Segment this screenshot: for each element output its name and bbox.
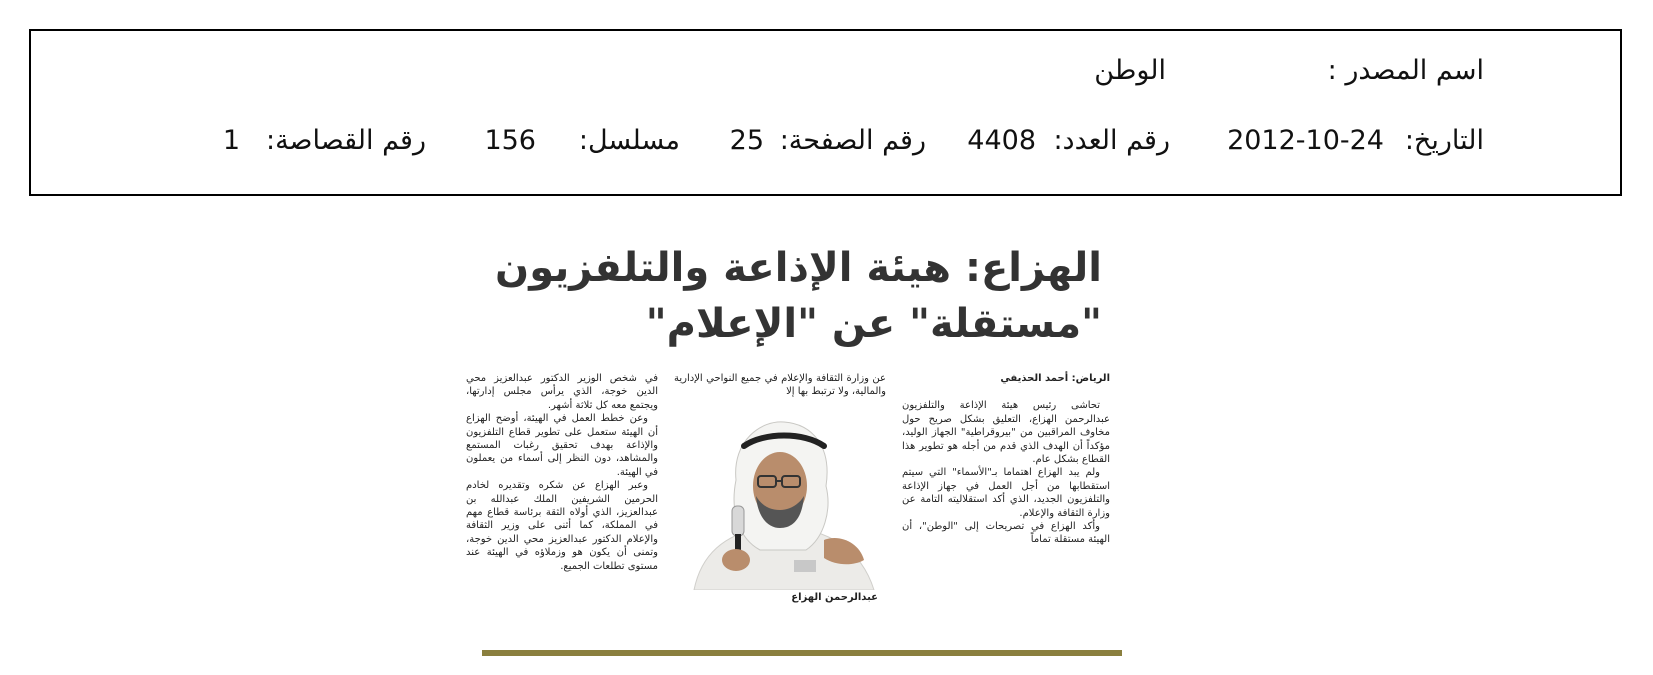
serial-value: 156: [484, 125, 536, 156]
date-value: 2012-10-24: [1227, 125, 1384, 156]
article-column-left: [466, 372, 658, 573]
portrait-photo: [674, 410, 884, 590]
source-label: اسم المصدر :: [1327, 55, 1484, 86]
clip-number-value: 1: [222, 125, 240, 156]
date-label: التاريخ:: [1404, 125, 1484, 156]
page-value: 25: [729, 125, 764, 156]
paragraph: وعن خطط العمل في الهيئة، أوضح الهزاع أن الهيئة ستعمل على تطوير قطاع التلفزيون والإذاعة بهدف تحقيق رغبات المستمع والمشاهد، دون النظر إلى أسماء من يعملون في الهيئة.: [466, 413, 658, 478]
paragraph: وعبر الهزاع عن شكره وتقديره لخادم الحرمين الشريفين الملك عبدالله بن عبدالعزيز، الذي أولاه الثقة برئاسة قطاع مهم في المملكة، كما أثنى على وزير الثقافة والإعلام الدكتور عبدالعزيز محي الدين خوجة، وتمنى أن يكون هو وزملاؤه في الهيئة عند مستوى تطلعات الجميع.: [466, 480, 658, 572]
issue-value: 4408: [967, 125, 1036, 156]
article-column-middle: [674, 372, 886, 399]
paragraph: وأكد الهزاع في تصريحات إلى "الوطن"، أن الهيئة مستقلة تماماً: [902, 521, 1110, 546]
clip-number-label: رقم القصاصة:: [265, 125, 426, 156]
serial-label: مسلسل:: [578, 125, 680, 156]
headline-line-1: الهزاع: هيئة الإذاعة والتلفزيون: [495, 245, 1102, 291]
page-label: رقم الصفحة:: [779, 125, 926, 156]
headline-line-2: "مستقلة" عن "الإعلام": [645, 301, 1102, 347]
paragraph: في شخص الوزير الدكتور عبدالعزيز محي الدين خوجة، الذي يرأس مجلس إدارتها، ويجتمع معه كل ثلاثة أشهر.: [466, 373, 658, 411]
paragraph: تحاشى رئيس هيئة الإذاعة والتلفزيون عبدالرحمن الهزاع، التعليق بشكل صريح حول مخاوف المراقبين من "بيروقراطية" الجهاز الوليد، مؤكداً أن الهدف الذي قدم من أجله هو تطوير هذا القطاع بشكل عام.: [902, 400, 1110, 466]
clipping-metadata-box: [29, 29, 1622, 196]
source-value: الوطن: [1094, 55, 1166, 86]
photo-caption: عبدالرحمن الهزاع: [791, 592, 878, 603]
paragraph: ولم يبد الهزاع اهتماما بـ"الأسماء" التي سيتم استقطابها من أجل العمل في جهاز الإذاعة والتلفزيون الجديد، الذي أكد استقلاليته التامة عن وزارة الثقافة والإعلام.: [902, 467, 1110, 519]
decorative-band: [482, 650, 1122, 656]
article-column-right: [902, 372, 1110, 547]
paragraph: عن وزارة الثقافة والإعلام في جميع النواحي الإدارية والمالية، ولا ترتبط بها إلا: [674, 373, 886, 398]
issue-label: رقم العدد:: [1053, 125, 1170, 156]
newspaper-clipping: [466, 240, 1132, 675]
byline: الرياض: أحمد الحذيفي: [1000, 373, 1110, 384]
